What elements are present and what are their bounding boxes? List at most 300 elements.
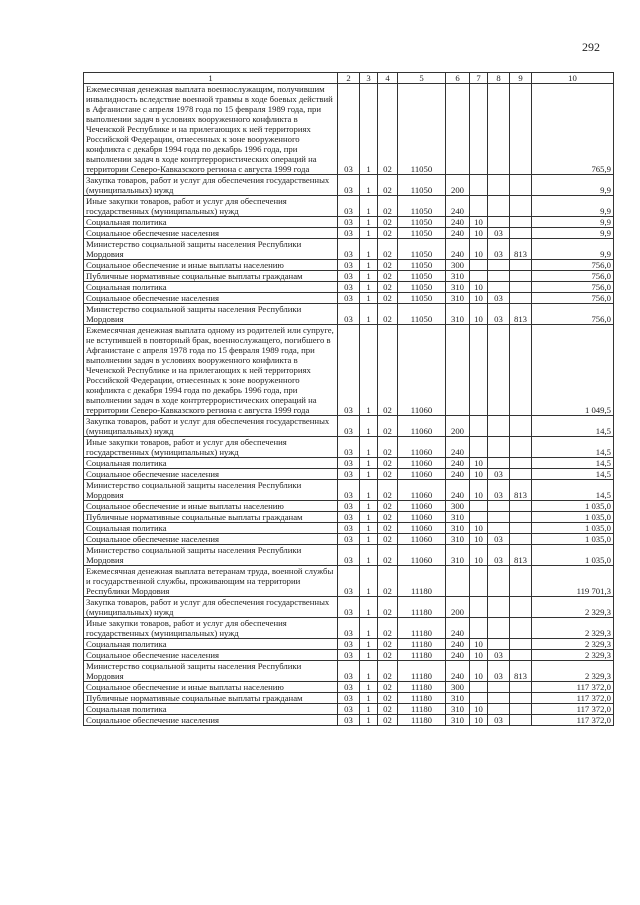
ministry-code-cell <box>510 512 532 523</box>
code-col-2-cell: 03 <box>338 325 360 416</box>
section-cell <box>470 175 488 196</box>
table-row <box>84 293 614 304</box>
code-col-3-cell: 1 <box>360 618 378 639</box>
ministry-code-cell <box>510 458 532 469</box>
code-col-4-cell: 02 <box>378 458 398 469</box>
table-row <box>84 271 614 282</box>
code-col-2-cell: 03 <box>338 704 360 715</box>
target-code-cell: 11050 <box>398 217 446 228</box>
ministry-code-cell <box>510 271 532 282</box>
code-col-4-cell: 02 <box>378 84 398 175</box>
section-cell: 10 <box>470 523 488 534</box>
section-cell: 10 <box>470 639 488 650</box>
ministry-code-cell <box>510 650 532 661</box>
expense-type-cell: 200 <box>446 416 470 437</box>
table-row <box>84 597 614 618</box>
subsection-cell <box>488 437 510 458</box>
section-cell <box>470 437 488 458</box>
table-row <box>84 661 614 682</box>
code-col-4-cell: 02 <box>378 501 398 512</box>
amount-cell: 9,9 <box>532 196 614 217</box>
target-code-cell: 11050 <box>398 228 446 239</box>
code-col-4-cell: 02 <box>378 271 398 282</box>
target-code-cell: 11060 <box>398 512 446 523</box>
expense-type-cell: 310 <box>446 715 470 726</box>
code-col-4-cell: 02 <box>378 228 398 239</box>
item-name-cell: Ежемесячная денежная выплата ветеранам труда, военной службы и государственной службы, проживающим на территории Республики Мордовия <box>84 566 338 597</box>
ministry-code-cell <box>510 325 532 416</box>
table-row <box>84 618 614 639</box>
expense-type-cell: 310 <box>446 512 470 523</box>
code-col-3-cell: 1 <box>360 545 378 566</box>
section-cell <box>470 566 488 597</box>
ministry-code-cell <box>510 534 532 545</box>
code-col-2-cell: 03 <box>338 458 360 469</box>
ministry-code-cell <box>510 523 532 534</box>
subsection-cell <box>488 196 510 217</box>
subsection-cell <box>488 217 510 228</box>
subsection-cell <box>488 682 510 693</box>
code-col-2-cell: 03 <box>338 512 360 523</box>
table-row <box>84 501 614 512</box>
amount-cell: 1 049,5 <box>532 325 614 416</box>
subsection-cell <box>488 693 510 704</box>
code-col-3-cell: 1 <box>360 693 378 704</box>
table-row <box>84 175 614 196</box>
code-col-4-cell: 02 <box>378 661 398 682</box>
code-col-3-cell: 1 <box>360 682 378 693</box>
item-name-cell: Публичные нормативные социальные выплаты гражданам <box>84 271 338 282</box>
item-name-cell: Социальная политика <box>84 639 338 650</box>
code-col-3-cell: 1 <box>360 650 378 661</box>
code-col-2-cell: 03 <box>338 523 360 534</box>
item-name-cell: Социальная политика <box>84 458 338 469</box>
amount-cell: 1 035,0 <box>532 501 614 512</box>
ministry-code-cell <box>510 682 532 693</box>
code-col-4-cell: 02 <box>378 693 398 704</box>
table-row <box>84 693 614 704</box>
code-col-3-cell: 1 <box>360 196 378 217</box>
code-col-4-cell: 02 <box>378 217 398 228</box>
section-cell: 10 <box>470 282 488 293</box>
section-cell <box>470 84 488 175</box>
ministry-code-cell <box>510 639 532 650</box>
target-code-cell: 11180 <box>398 639 446 650</box>
item-name-cell: Социальное обеспечение и иные выплаты населению <box>84 682 338 693</box>
item-name-cell: Ежемесячная денежная выплата военнослужащим, получившим инвалидность вследствие военной травмы в ходе боевых действий в Афганистане с апреля 1978 года по 15 февраля 1989 года, при выполнении задач в условиях вооруженного конфликта в Чеченской Республике и на прилегающих к ней территориях Российской Федерации, отнесенных к зоне вооруженного конфликта с декабря 1994 года по декабрь 1996 года, при выполнении задач в ходе контртеррористических операций на территории Северо-Кавказского региона с августа 1999 года <box>84 84 338 175</box>
item-name-cell: Социальная политика <box>84 282 338 293</box>
code-col-4-cell: 02 <box>378 566 398 597</box>
amount-cell: 9,9 <box>532 239 614 260</box>
code-col-4-cell: 02 <box>378 480 398 501</box>
ministry-code-cell: 813 <box>510 661 532 682</box>
expense-type-cell: 240 <box>446 650 470 661</box>
ministry-code-cell <box>510 260 532 271</box>
code-col-2-cell: 03 <box>338 566 360 597</box>
code-col-3-cell: 1 <box>360 661 378 682</box>
expense-type-cell: 310 <box>446 304 470 325</box>
item-name-cell: Ежемесячная денежная выплата одному из родителей или супруге, не вступившей в повторный брак, военнослужащего, погибшего в Афганистане с апреля 1978 года по 15 февраля 1989 года, при выполнении задач в условиях вооруженного конфликта в Чеченской Республике и на прилегающих к ней территориях Российской Федерации, отнесенных к зоне вооруженного конфликта с декабря 1994 года по декабрь 1996 года, при выполнении задач в ходе контртеррористических операций на территории Северо-Кавказского региона с августа 1999 года <box>84 325 338 416</box>
section-cell: 10 <box>470 469 488 480</box>
column-header: 6 <box>446 73 470 84</box>
table-row <box>84 682 614 693</box>
expense-type-cell: 240 <box>446 217 470 228</box>
target-code-cell: 11060 <box>398 480 446 501</box>
subsection-cell: 03 <box>488 304 510 325</box>
budget-table <box>83 72 614 726</box>
column-header: 2 <box>338 73 360 84</box>
table-header-row <box>84 73 614 84</box>
code-col-3-cell: 1 <box>360 458 378 469</box>
section-cell: 10 <box>470 458 488 469</box>
item-name-cell: Социальная политика <box>84 217 338 228</box>
code-col-2-cell: 03 <box>338 282 360 293</box>
code-col-3-cell: 1 <box>360 293 378 304</box>
item-name-cell: Социальное обеспечение населения <box>84 469 338 480</box>
ministry-code-cell <box>510 228 532 239</box>
section-cell <box>470 682 488 693</box>
ministry-code-cell <box>510 293 532 304</box>
item-name-cell: Публичные нормативные социальные выплаты гражданам <box>84 693 338 704</box>
code-col-2-cell: 03 <box>338 228 360 239</box>
code-col-2-cell: 03 <box>338 217 360 228</box>
subsection-cell: 03 <box>488 715 510 726</box>
code-col-2-cell: 03 <box>338 469 360 480</box>
item-name-cell: Министерство социальной защиты населения Республики Мордовия <box>84 661 338 682</box>
subsection-cell: 03 <box>488 228 510 239</box>
subsection-cell: 03 <box>488 534 510 545</box>
code-col-3-cell: 1 <box>360 715 378 726</box>
section-cell <box>470 501 488 512</box>
amount-cell: 2 329,3 <box>532 639 614 650</box>
code-col-2-cell: 03 <box>338 639 360 650</box>
target-code-cell: 11180 <box>398 661 446 682</box>
target-code-cell: 11050 <box>398 271 446 282</box>
item-name-cell: Публичные нормативные социальные выплаты гражданам <box>84 512 338 523</box>
expense-type-cell: 300 <box>446 682 470 693</box>
section-cell: 10 <box>470 228 488 239</box>
ministry-code-cell <box>510 175 532 196</box>
amount-cell: 2 329,3 <box>532 618 614 639</box>
subsection-cell <box>488 597 510 618</box>
subsection-cell <box>488 458 510 469</box>
expense-type-cell <box>446 325 470 416</box>
code-col-3-cell: 1 <box>360 480 378 501</box>
expense-type-cell: 240 <box>446 239 470 260</box>
item-name-cell: Министерство социальной защиты населения Республики Мордовия <box>84 304 338 325</box>
expense-type-cell: 240 <box>446 458 470 469</box>
item-name-cell: Социальное обеспечение и иные выплаты населению <box>84 501 338 512</box>
code-col-4-cell: 02 <box>378 293 398 304</box>
expense-type-cell: 200 <box>446 175 470 196</box>
target-code-cell: 11060 <box>398 523 446 534</box>
code-col-4-cell: 02 <box>378 325 398 416</box>
amount-cell: 1 035,0 <box>532 545 614 566</box>
code-col-3-cell: 1 <box>360 597 378 618</box>
code-col-2-cell: 03 <box>338 501 360 512</box>
item-name-cell: Закупка товаров, работ и услуг для обеспечения государственных (муниципальных) нужд <box>84 175 338 196</box>
code-col-3-cell: 1 <box>360 416 378 437</box>
code-col-3-cell: 1 <box>360 534 378 545</box>
table-row <box>84 260 614 271</box>
table-row <box>84 534 614 545</box>
ministry-code-cell <box>510 566 532 597</box>
code-col-3-cell: 1 <box>360 84 378 175</box>
code-col-2-cell: 03 <box>338 650 360 661</box>
amount-cell: 756,0 <box>532 260 614 271</box>
section-cell <box>470 271 488 282</box>
expense-type-cell <box>446 566 470 597</box>
code-col-3-cell: 1 <box>360 304 378 325</box>
target-code-cell: 11050 <box>398 196 446 217</box>
amount-cell: 117 372,0 <box>532 704 614 715</box>
amount-cell: 2 329,3 <box>532 661 614 682</box>
code-col-4-cell: 02 <box>378 304 398 325</box>
target-code-cell: 11050 <box>398 282 446 293</box>
ministry-code-cell: 813 <box>510 239 532 260</box>
amount-cell: 117 372,0 <box>532 682 614 693</box>
expense-type-cell: 200 <box>446 597 470 618</box>
code-col-3-cell: 1 <box>360 639 378 650</box>
code-col-4-cell: 02 <box>378 416 398 437</box>
code-col-2-cell: 03 <box>338 693 360 704</box>
column-header: 3 <box>360 73 378 84</box>
table-row <box>84 480 614 501</box>
code-col-4-cell: 02 <box>378 260 398 271</box>
section-cell: 10 <box>470 545 488 566</box>
section-cell: 10 <box>470 715 488 726</box>
section-cell <box>470 260 488 271</box>
code-col-2-cell: 03 <box>338 682 360 693</box>
table-row <box>84 639 614 650</box>
item-name-cell: Закупка товаров, работ и услуг для обеспечения государственных (муниципальных) нужд <box>84 416 338 437</box>
ministry-code-cell <box>510 196 532 217</box>
target-code-cell: 11060 <box>398 469 446 480</box>
table-row <box>84 416 614 437</box>
code-col-2-cell: 03 <box>338 715 360 726</box>
column-header: 7 <box>470 73 488 84</box>
code-col-2-cell: 03 <box>338 480 360 501</box>
target-code-cell: 11180 <box>398 597 446 618</box>
subsection-cell: 03 <box>488 650 510 661</box>
subsection-cell <box>488 501 510 512</box>
item-name-cell: Иные закупки товаров, работ и услуг для обеспечения государственных (муниципальных) нужд <box>84 618 338 639</box>
section-cell <box>470 693 488 704</box>
section-cell <box>470 597 488 618</box>
amount-cell: 756,0 <box>532 271 614 282</box>
table-row <box>84 704 614 715</box>
code-col-4-cell: 02 <box>378 618 398 639</box>
column-header: 4 <box>378 73 398 84</box>
code-col-3-cell: 1 <box>360 175 378 196</box>
table-row <box>84 217 614 228</box>
column-header: 8 <box>488 73 510 84</box>
column-header: 9 <box>510 73 532 84</box>
section-cell: 10 <box>470 534 488 545</box>
code-col-3-cell: 1 <box>360 282 378 293</box>
code-col-3-cell: 1 <box>360 566 378 597</box>
code-col-4-cell: 02 <box>378 512 398 523</box>
table-row <box>84 545 614 566</box>
ministry-code-cell <box>510 84 532 175</box>
section-cell <box>470 416 488 437</box>
section-cell: 10 <box>470 217 488 228</box>
table-row <box>84 325 614 416</box>
code-col-3-cell: 1 <box>360 228 378 239</box>
expense-type-cell: 310 <box>446 523 470 534</box>
expense-type-cell: 300 <box>446 501 470 512</box>
section-cell: 10 <box>470 661 488 682</box>
amount-cell: 2 329,3 <box>532 650 614 661</box>
subsection-cell <box>488 416 510 437</box>
code-col-2-cell: 03 <box>338 416 360 437</box>
target-code-cell: 11050 <box>398 239 446 260</box>
ministry-code-cell <box>510 618 532 639</box>
amount-cell: 119 701,3 <box>532 566 614 597</box>
code-col-2-cell: 03 <box>338 175 360 196</box>
code-col-3-cell: 1 <box>360 704 378 715</box>
target-code-cell: 11060 <box>398 545 446 566</box>
expense-type-cell: 240 <box>446 618 470 639</box>
code-col-4-cell: 02 <box>378 282 398 293</box>
target-code-cell: 11180 <box>398 682 446 693</box>
table-row <box>84 566 614 597</box>
ministry-code-cell <box>510 693 532 704</box>
item-name-cell: Министерство социальной защиты населения Республики Мордовия <box>84 239 338 260</box>
code-col-2-cell: 03 <box>338 84 360 175</box>
code-col-4-cell: 02 <box>378 597 398 618</box>
code-col-4-cell: 02 <box>378 196 398 217</box>
column-header: 5 <box>398 73 446 84</box>
expense-type-cell: 310 <box>446 534 470 545</box>
item-name-cell: Социальное обеспечение и иные выплаты населению <box>84 260 338 271</box>
subsection-cell: 03 <box>488 545 510 566</box>
item-name-cell: Социальное обеспечение населения <box>84 534 338 545</box>
amount-cell: 2 329,3 <box>532 597 614 618</box>
ministry-code-cell <box>510 437 532 458</box>
expense-type-cell: 240 <box>446 196 470 217</box>
section-cell <box>470 618 488 639</box>
code-col-3-cell: 1 <box>360 325 378 416</box>
target-code-cell: 11180 <box>398 715 446 726</box>
subsection-cell <box>488 175 510 196</box>
expense-type-cell: 240 <box>446 661 470 682</box>
item-name-cell: Социальное обеспечение населения <box>84 650 338 661</box>
code-col-4-cell: 02 <box>378 523 398 534</box>
table-row <box>84 715 614 726</box>
code-col-3-cell: 1 <box>360 501 378 512</box>
code-col-2-cell: 03 <box>338 260 360 271</box>
item-name-cell: Министерство социальной защиты населения Республики Мордовия <box>84 480 338 501</box>
ministry-code-cell <box>510 597 532 618</box>
page-number: 292 <box>582 40 600 54</box>
subsection-cell <box>488 566 510 597</box>
subsection-cell <box>488 260 510 271</box>
expense-type-cell: 310 <box>446 693 470 704</box>
code-col-2-cell: 03 <box>338 304 360 325</box>
amount-cell: 756,0 <box>532 304 614 325</box>
ministry-code-cell <box>510 416 532 437</box>
table-row <box>84 650 614 661</box>
code-col-4-cell: 02 <box>378 639 398 650</box>
item-name-cell: Иные закупки товаров, работ и услуг для обеспечения государственных (муниципальных) нужд <box>84 196 338 217</box>
ministry-code-cell <box>510 469 532 480</box>
expense-type-cell: 310 <box>446 282 470 293</box>
table-row <box>84 437 614 458</box>
code-col-2-cell: 03 <box>338 545 360 566</box>
expense-type-cell: 310 <box>446 293 470 304</box>
subsection-cell <box>488 523 510 534</box>
target-code-cell: 11060 <box>398 501 446 512</box>
subsection-cell <box>488 271 510 282</box>
code-col-2-cell: 03 <box>338 437 360 458</box>
target-code-cell: 11060 <box>398 458 446 469</box>
table-row <box>84 304 614 325</box>
table-row <box>84 196 614 217</box>
expense-type-cell: 240 <box>446 228 470 239</box>
code-col-3-cell: 1 <box>360 217 378 228</box>
ministry-code-cell <box>510 715 532 726</box>
amount-cell: 1 035,0 <box>532 534 614 545</box>
section-cell: 10 <box>470 480 488 501</box>
amount-cell: 9,9 <box>532 217 614 228</box>
amount-cell: 14,5 <box>532 480 614 501</box>
target-code-cell: 11050 <box>398 304 446 325</box>
target-code-cell: 11060 <box>398 437 446 458</box>
code-col-4-cell: 02 <box>378 534 398 545</box>
code-col-2-cell: 03 <box>338 239 360 260</box>
subsection-cell <box>488 282 510 293</box>
code-col-4-cell: 02 <box>378 437 398 458</box>
subsection-cell: 03 <box>488 480 510 501</box>
target-code-cell: 11060 <box>398 534 446 545</box>
expense-type-cell: 310 <box>446 545 470 566</box>
code-col-2-cell: 03 <box>338 661 360 682</box>
target-code-cell: 11180 <box>398 704 446 715</box>
table-row <box>84 523 614 534</box>
expense-type-cell: 240 <box>446 437 470 458</box>
code-col-3-cell: 1 <box>360 239 378 260</box>
amount-cell: 756,0 <box>532 282 614 293</box>
subsection-cell <box>488 84 510 175</box>
target-code-cell: 11050 <box>398 260 446 271</box>
amount-cell: 9,9 <box>532 228 614 239</box>
ministry-code-cell <box>510 704 532 715</box>
section-cell: 10 <box>470 239 488 260</box>
code-col-4-cell: 02 <box>378 175 398 196</box>
subsection-cell <box>488 704 510 715</box>
expense-type-cell: 300 <box>446 260 470 271</box>
item-name-cell: Социальное обеспечение населения <box>84 228 338 239</box>
amount-cell: 14,5 <box>532 458 614 469</box>
amount-cell: 756,0 <box>532 293 614 304</box>
section-cell: 10 <box>470 304 488 325</box>
item-name-cell: Закупка товаров, работ и услуг для обеспечения государственных (муниципальных) нужд <box>84 597 338 618</box>
subsection-cell: 03 <box>488 239 510 260</box>
subsection-cell: 03 <box>488 293 510 304</box>
amount-cell: 1 035,0 <box>532 523 614 534</box>
code-col-3-cell: 1 <box>360 271 378 282</box>
code-col-2-cell: 03 <box>338 293 360 304</box>
amount-cell: 117 372,0 <box>532 693 614 704</box>
section-cell: 10 <box>470 293 488 304</box>
table-row <box>84 469 614 480</box>
section-cell <box>470 512 488 523</box>
expense-type-cell: 310 <box>446 704 470 715</box>
ministry-code-cell: 813 <box>510 480 532 501</box>
section-cell: 10 <box>470 650 488 661</box>
code-col-2-cell: 03 <box>338 271 360 282</box>
